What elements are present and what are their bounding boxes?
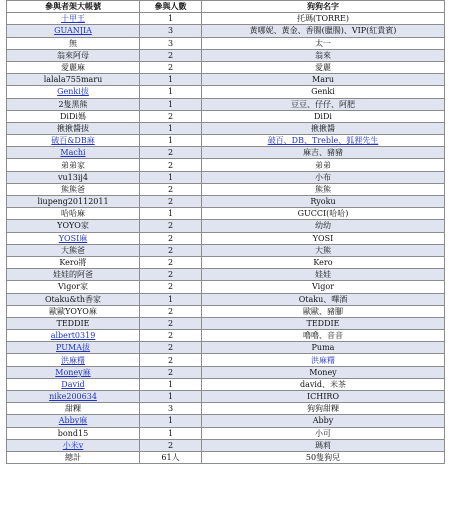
count-cell: 2 xyxy=(140,159,202,171)
dog-names-cell: GUCCI(哈哈) xyxy=(202,208,445,220)
account-cell[interactable]: 十甲王 xyxy=(7,13,140,25)
count-cell: 2 xyxy=(140,281,202,293)
count-cell: 2 xyxy=(140,196,202,208)
dog-names-cell: 翁來 xyxy=(202,49,445,61)
count-cell: 1 xyxy=(140,171,202,183)
table-row xyxy=(7,403,445,415)
dog-names-cell: 托瑪(TORRE) xyxy=(202,13,445,25)
table-row xyxy=(7,208,445,220)
count-cell: 2 xyxy=(140,147,202,159)
account-cell[interactable]: PUMA拔 xyxy=(7,342,140,354)
table-row xyxy=(7,98,445,110)
table-row xyxy=(7,354,445,366)
account-cell: lalala755maru xyxy=(7,74,140,86)
table-row xyxy=(7,86,445,98)
account-cell[interactable]: nike200634 xyxy=(7,391,140,403)
header-account: 參與者架大帳號 xyxy=(7,1,140,13)
account-cell: 哈哈麻 xyxy=(7,208,140,220)
count-cell: 1 xyxy=(140,98,202,110)
table-row xyxy=(7,317,445,329)
dog-names-cell: Puma xyxy=(202,342,445,354)
table-row xyxy=(7,183,445,195)
count-cell: 2 xyxy=(140,317,202,329)
dog-names-cell: 豆豆、仔仔、阿肥 xyxy=(202,98,445,110)
dog-names-cell: YOSI xyxy=(202,232,445,244)
table-row xyxy=(7,61,445,73)
account-cell: 熊熊爸 xyxy=(7,183,140,195)
account-cell[interactable]: David xyxy=(7,378,140,390)
count-cell: 1 xyxy=(140,391,202,403)
account-cell: Vigor家 xyxy=(7,281,140,293)
dog-names-cell: 洪麻糬 xyxy=(202,354,445,366)
table-row xyxy=(7,49,445,61)
count-cell: 2 xyxy=(140,305,202,317)
table-row xyxy=(7,147,445,159)
account-cell: liupeng20112011 xyxy=(7,196,140,208)
dog-names-cell: 幼幼 xyxy=(202,220,445,232)
count-cell: 1 xyxy=(140,135,202,147)
dog-names-cell: 太一 xyxy=(202,37,445,49)
dog-names-cell: Ryoku xyxy=(202,196,445,208)
count-cell: 2 xyxy=(140,244,202,256)
dog-names-cell: david、米茶 xyxy=(202,378,445,390)
count-cell: 3 xyxy=(140,37,202,49)
table-row xyxy=(7,74,445,86)
table-row xyxy=(7,220,445,232)
dog-names-cell: 麻吉、豬豬 xyxy=(202,147,445,159)
table-row xyxy=(7,110,445,122)
table-row xyxy=(7,256,445,268)
dog-names-cell: 揪揪醬 xyxy=(202,122,445,134)
account-cell[interactable]: Genki拔 xyxy=(7,86,140,98)
table-row xyxy=(7,122,445,134)
account-cell: 無 xyxy=(7,37,140,49)
dog-names-cell: 小布 xyxy=(202,171,445,183)
dog-names-cell: Otaku、嗶酒 xyxy=(202,293,445,305)
count-cell: 2 xyxy=(140,342,202,354)
dog-names-cell: ICHIRO xyxy=(202,391,445,403)
account-cell: YOYO家 xyxy=(7,220,140,232)
table-row xyxy=(7,378,445,390)
account-cell: Otaku&th香家 xyxy=(7,293,140,305)
account-cell: vu13ij4 xyxy=(7,171,140,183)
table-row xyxy=(7,135,445,147)
count-cell: 1 xyxy=(140,122,202,134)
table-row xyxy=(7,25,445,37)
count-cell: 1 xyxy=(140,378,202,390)
account-cell: bond15 xyxy=(7,427,140,439)
table-row xyxy=(7,37,445,49)
count-cell: 2 xyxy=(140,61,202,73)
count-cell: 2 xyxy=(140,269,202,281)
count-cell: 2 xyxy=(140,256,202,268)
account-cell: 大熊爸 xyxy=(7,244,140,256)
header-dogs: 狗狗名字 xyxy=(202,1,445,13)
total-label: 總計 xyxy=(7,451,140,463)
account-cell: 弟弟家 xyxy=(7,159,140,171)
count-cell: 1 xyxy=(140,208,202,220)
account-cell: 翁來阿母 xyxy=(7,49,140,61)
count-cell: 2 xyxy=(140,183,202,195)
dog-names-cell: Maru xyxy=(202,74,445,86)
table-row xyxy=(7,366,445,378)
account-cell[interactable]: 小米v xyxy=(7,439,140,451)
account-cell: 甜粿 xyxy=(7,403,140,415)
account-cell: 2隻黑熊 xyxy=(7,98,140,110)
dog-names-cell: 狗狗甜粿 xyxy=(202,403,445,415)
table-row xyxy=(7,196,445,208)
account-cell: 愛麗麻 xyxy=(7,61,140,73)
table-body xyxy=(7,13,445,464)
table-row xyxy=(7,415,445,427)
dog-names-cell: 嚕嚕、音音 xyxy=(202,330,445,342)
account-cell[interactable]: Abby麻 xyxy=(7,415,140,427)
table-row xyxy=(7,171,445,183)
total-count: 61人 xyxy=(140,451,202,463)
count-cell: 2 xyxy=(140,49,202,61)
table-row xyxy=(7,391,445,403)
account-cell[interactable]: YOSI麻 xyxy=(7,232,140,244)
dog-names-cell: 愛麗 xyxy=(202,61,445,73)
dog-names-cell: Money xyxy=(202,366,445,378)
account-cell: 娃娃的阿爸 xyxy=(7,269,140,281)
count-cell: 2 xyxy=(140,439,202,451)
participants-table xyxy=(6,0,445,464)
total-dogs: 50隻狗兒 xyxy=(202,451,445,463)
dog-names-cell: 小可 xyxy=(202,427,445,439)
dog-names-cell: 大熊 xyxy=(202,244,445,256)
count-cell: 2 xyxy=(140,366,202,378)
header-row xyxy=(7,1,445,13)
dog-names-cell: 娃娃 xyxy=(202,269,445,281)
table-row xyxy=(7,159,445,171)
count-cell: 1 xyxy=(140,415,202,427)
account-cell[interactable]: 洪麻糬 xyxy=(7,354,140,366)
table-row xyxy=(7,342,445,354)
dog-names-cell: Vigor xyxy=(202,281,445,293)
dog-names-cell: Abby xyxy=(202,415,445,427)
count-cell: 1 xyxy=(140,74,202,86)
dog-names-cell: 瑪莉 xyxy=(202,439,445,451)
table-row xyxy=(7,330,445,342)
table-row xyxy=(7,293,445,305)
table-row xyxy=(7,305,445,317)
count-cell: 1 xyxy=(140,86,202,98)
table-row xyxy=(7,427,445,439)
dog-names-cell: 歐歐、豬腳 xyxy=(202,305,445,317)
count-cell: 2 xyxy=(140,330,202,342)
total-row xyxy=(7,451,445,463)
table-row xyxy=(7,232,445,244)
count-cell: 2 xyxy=(140,220,202,232)
account-cell[interactable]: albert0319 xyxy=(7,330,140,342)
table-row xyxy=(7,281,445,293)
count-cell: 2 xyxy=(140,354,202,366)
account-cell[interactable]: 破百&DB麻 xyxy=(7,135,140,147)
account-cell: Kero將 xyxy=(7,256,140,268)
dog-names-cell: TEDDIE xyxy=(202,317,445,329)
count-cell: 1 xyxy=(140,293,202,305)
table-row xyxy=(7,13,445,25)
account-cell[interactable]: GUANJIA xyxy=(7,25,140,37)
dog-names-cell: Kero xyxy=(202,256,445,268)
count-cell: 2 xyxy=(140,110,202,122)
table-row xyxy=(7,439,445,451)
dog-names-cell: Genki xyxy=(202,86,445,98)
count-cell: 2 xyxy=(140,232,202,244)
account-cell[interactable]: Money麻 xyxy=(7,366,140,378)
count-cell: 3 xyxy=(140,25,202,37)
account-cell: TEDDIE xyxy=(7,317,140,329)
count-cell: 3 xyxy=(140,403,202,415)
account-cell[interactable]: Machi xyxy=(7,147,140,159)
dog-names-cell: 熊熊 xyxy=(202,183,445,195)
account-cell: 歐歐YOYO麻 xyxy=(7,305,140,317)
account-cell: 揪揪醬拔 xyxy=(7,122,140,134)
dog-names-cell: 黃哪妮、黃金、香腸(臘腸)、VIP(紅貴賓) xyxy=(202,25,445,37)
table-row xyxy=(7,269,445,281)
table-row xyxy=(7,244,445,256)
header-count: 參與人數 xyxy=(140,1,202,13)
dog-names-cell[interactable]: 破百、DB、Treble、狐狸先生 xyxy=(202,135,445,147)
account-cell: DiDi媽 xyxy=(7,110,140,122)
dog-names-cell: 弟弟 xyxy=(202,159,445,171)
count-cell: 1 xyxy=(140,427,202,439)
count-cell: 1 xyxy=(140,13,202,25)
participants-table-container xyxy=(6,0,444,464)
dog-names-cell: DiDi xyxy=(202,110,445,122)
